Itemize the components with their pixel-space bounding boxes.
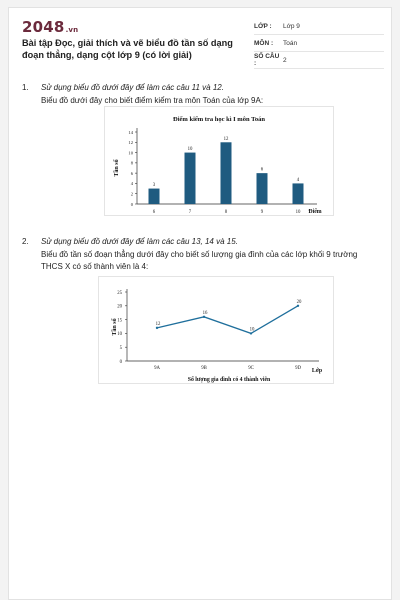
y-axis-label: Tần số <box>112 318 118 336</box>
y-tick-label: 25 <box>117 290 122 296</box>
x-axis-label: Điểm <box>308 209 322 215</box>
data-point <box>156 327 158 329</box>
chart-title: Điểm kiểm tra học kì I môn Toán <box>173 116 265 123</box>
y-tick-label: 8 <box>130 160 133 166</box>
meta-row-count <box>254 52 384 69</box>
y-tick-label: 12 <box>128 140 133 146</box>
y-tick-label: 20 <box>117 304 122 310</box>
bar-chart-container <box>104 106 334 216</box>
logo-main: 2048 <box>22 18 65 36</box>
meta-table <box>254 18 384 69</box>
x-tick-label: 9D <box>295 366 301 371</box>
question-prompt: Sử dụng biểu đồ dưới đây để làm các câu 11 và 12. <box>41 83 224 92</box>
site-logo[interactable] <box>22 18 78 36</box>
x-tick-label: 6 <box>152 210 156 215</box>
data-point <box>250 332 252 334</box>
data-point <box>297 305 299 307</box>
bar <box>185 153 196 204</box>
x-axis-label: Số lượng gia đình có 4 thành viên <box>187 377 271 383</box>
bar-value-label: 6 <box>260 167 264 173</box>
bar-value-label: 3 <box>152 183 156 189</box>
y-tick-label: 10 <box>128 150 133 156</box>
bar-value-label: 4 <box>296 177 300 183</box>
y-tick-label: 4 <box>130 181 133 187</box>
question-number: 2. <box>22 237 29 246</box>
y-tick-label: 0 <box>119 359 122 365</box>
x-axis-end-label: Lớp <box>311 368 323 374</box>
y-axis-label: Tần số <box>114 159 120 177</box>
bar <box>149 189 160 204</box>
x-tick-label: 9C <box>248 366 254 371</box>
data-point-label: 20 <box>296 299 302 305</box>
line-chart-container <box>98 276 334 384</box>
x-tick-label: 9 <box>260 210 264 215</box>
y-tick-label: 5 <box>119 346 122 351</box>
question-prompt: Sử dụng biểu đồ dưới đây để làm các câu 13, 14 và 15. <box>41 237 238 246</box>
data-point-label: 10 <box>249 327 255 333</box>
x-tick-label: 9B <box>201 366 207 371</box>
series-line <box>157 306 298 334</box>
x-tick-label: 10 <box>295 210 301 215</box>
y-tick-label: 10 <box>117 332 122 338</box>
bar <box>221 142 232 204</box>
bar-chart <box>105 107 333 215</box>
question-text: Biểu đồ dưới đây cho biết điểm kiểm tra môn Toán của lớp 9A: <box>41 96 264 105</box>
meta-row-class <box>254 18 384 35</box>
y-tick-label: 14 <box>128 129 133 135</box>
meta-row-subject <box>254 35 384 52</box>
data-point <box>203 316 205 318</box>
meta-value: 2 <box>283 56 287 64</box>
worksheet-page <box>8 7 392 600</box>
y-tick-label: 15 <box>117 318 122 324</box>
y-tick-label: 2 <box>130 191 133 197</box>
document-title: Bài tập Đọc, giải thích và vẽ biểu đồ tần số dạng đoạn thẳng, dạng cột lớp 9 (có lời giải) <box>22 38 233 60</box>
meta-label: MÔN : <box>254 39 274 47</box>
question-number: 1. <box>22 83 29 92</box>
meta-label: SỐ CÂU : <box>254 53 280 67</box>
bar <box>293 183 304 204</box>
x-tick-label: 7 <box>188 210 192 215</box>
bar-value-label: 12 <box>223 136 229 142</box>
logo-sub: .vn <box>65 26 79 34</box>
y-tick-label: 0 <box>130 201 133 207</box>
x-tick-label: 9A <box>154 366 160 371</box>
question-text: Biểu đồ tần số đoạn thẳng dưới đây cho biết số lượng gia đình của các lớp khối 9 trường THCS X có số thành viên là 4: <box>41 250 358 271</box>
meta-value: Lớp 9 <box>283 22 300 30</box>
bar <box>257 173 268 204</box>
meta-value: Toán <box>283 39 298 47</box>
bar-value-label: 10 <box>187 147 193 153</box>
data-point-label: 16 <box>202 310 208 316</box>
y-tick-label: 6 <box>130 170 133 176</box>
line-chart <box>99 277 333 383</box>
meta-label: LỚP : <box>254 22 272 30</box>
data-point-label: 12 <box>155 321 161 327</box>
x-tick-label: 8 <box>224 210 228 215</box>
